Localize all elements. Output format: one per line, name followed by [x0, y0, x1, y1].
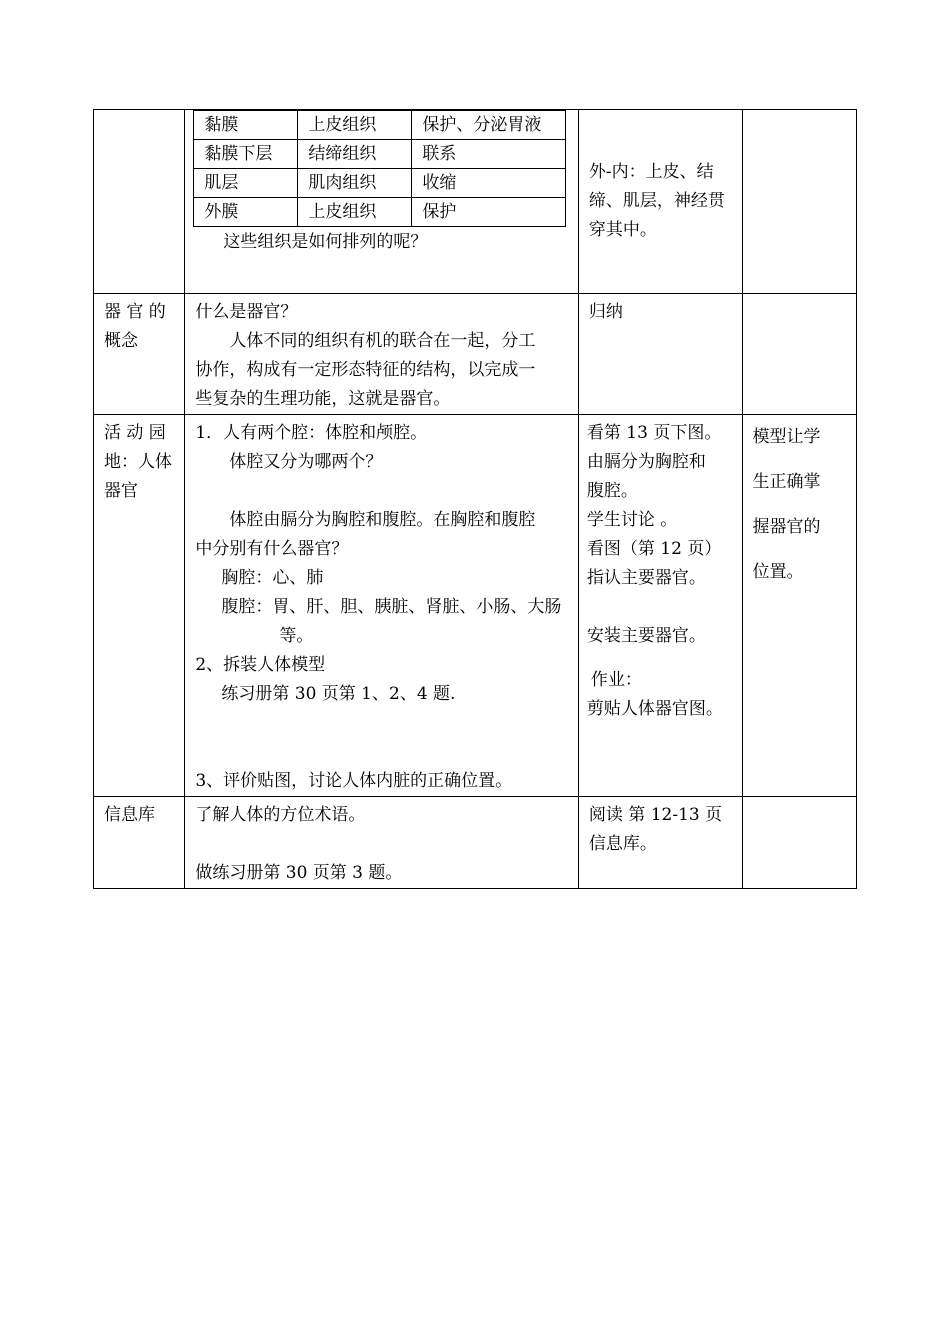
text-line: 练习册第 30 页第 1、2、4 题. [221, 684, 456, 704]
text-line: 作业： [590, 670, 642, 690]
lesson-plan-table [93, 109, 857, 889]
text-line: 阅读 第 12-13 页 [588, 805, 723, 825]
text-line: 器 官 的 [104, 302, 166, 322]
tissue-table [193, 110, 566, 227]
text-line: 2、拆装人体模型 [195, 655, 326, 675]
tissue-question: 这些组织是如何排列的呢？ [223, 232, 428, 252]
text-line: 腹腔。 [586, 481, 638, 501]
text-line: 信息库。 [588, 834, 657, 854]
row2-col4 [742, 294, 856, 415]
text-line: 1．人有两个腔：体腔和颅腔。 [195, 423, 428, 443]
row1-col4 [742, 110, 856, 294]
table-row [94, 415, 857, 797]
table-row [194, 140, 566, 169]
tissue-cell: 黏膜下层 [194, 140, 298, 169]
text-line: 活 动 园 [104, 423, 166, 443]
row2-col2 [185, 294, 579, 415]
row3-col1 [94, 415, 185, 797]
tissue-cell: 收缩 [412, 169, 566, 198]
table-row [194, 198, 566, 227]
text-line: 生正确掌 [752, 472, 821, 492]
row4-col2 [185, 797, 579, 889]
text-line: 位置。 [752, 562, 804, 582]
text-line: 指认主要器官。 [586, 568, 706, 588]
tissue-cell: 外膜 [194, 198, 298, 227]
text-line: 什么是器官？ [195, 302, 298, 322]
text-line: 外-内：上皮、结 [588, 162, 714, 182]
text-line: 概念 [104, 331, 138, 351]
text-line: 器官 [104, 481, 138, 501]
row1-col2 [185, 110, 579, 294]
text-line: 中分别有什么器官？ [195, 539, 349, 559]
text-line: 由膈分为胸腔和 [586, 452, 706, 472]
tissue-cell: 肌肉组织 [298, 169, 412, 198]
text-line: 人体不同的组织有机的联合在一起，分工 [229, 331, 536, 351]
text-line: 看图（第 12 页） [586, 539, 722, 559]
table-row [94, 294, 857, 415]
table-row [194, 111, 566, 140]
row4-col1 [94, 797, 185, 889]
tissue-cell: 保护 [412, 198, 566, 227]
row3-col4 [742, 415, 856, 797]
text-line: 协作，构成有一定形态特征的结构，以完成一 [195, 360, 536, 380]
text-line: 体腔又分为哪两个？ [229, 452, 383, 472]
tissue-cell: 黏膜 [194, 111, 298, 140]
text-line: 缔、肌层，神经贯 [588, 191, 725, 211]
text-line: 些复杂的生理功能，这就是器官。 [195, 389, 451, 409]
text-line: 学生讨论 。 [586, 510, 678, 530]
text-line: 归纳 [588, 302, 623, 322]
text-line: 模型让学 [752, 427, 821, 447]
row1-col3 [578, 110, 742, 294]
row4-col3 [578, 797, 742, 889]
tissue-cell: 上皮组织 [298, 111, 412, 140]
tissue-cell: 肌层 [194, 169, 298, 198]
text-line: 看第 13 页下图。 [586, 423, 722, 443]
text-line: 安装主要器官。 [586, 626, 706, 646]
text-line: 等。 [279, 626, 314, 646]
text-line: 穿其中。 [588, 220, 657, 240]
table-row [194, 169, 566, 198]
text-line: 剪贴人体器官图。 [586, 699, 723, 719]
tissue-cell: 保护、分泌胃液 [412, 111, 566, 140]
text-line: 握器官的 [752, 517, 821, 537]
row2-col3 [578, 294, 742, 415]
text-line: 3、评价贴图，讨论人体内脏的正确位置。 [195, 771, 513, 791]
row3-col3 [578, 415, 742, 797]
row3-col2 [185, 415, 579, 797]
tissue-cell: 结缔组织 [298, 140, 412, 169]
tissue-cell: 联系 [412, 140, 566, 169]
row2-col1 [94, 294, 185, 415]
table-row [94, 110, 857, 294]
tissue-cell: 上皮组织 [298, 198, 412, 227]
text-line: 体腔由膈分为胸腔和腹腔。在胸腔和腹腔 [229, 510, 536, 530]
table-row [94, 797, 857, 889]
text-line: 做练习册第 30 页第 3 题。 [195, 863, 403, 883]
row1-col1 [94, 110, 185, 294]
text-line: 腹腔：胃、肝、胆、胰脏、肾脏、小肠、大肠 [221, 597, 562, 617]
text-line: 胸腔：心、肺 [221, 568, 324, 588]
text-line: 地：人体 [104, 452, 172, 472]
text-line: 了解人体的方位术语。 [195, 805, 366, 825]
text-line: 信息库 [104, 805, 155, 825]
row4-col4 [742, 797, 856, 889]
